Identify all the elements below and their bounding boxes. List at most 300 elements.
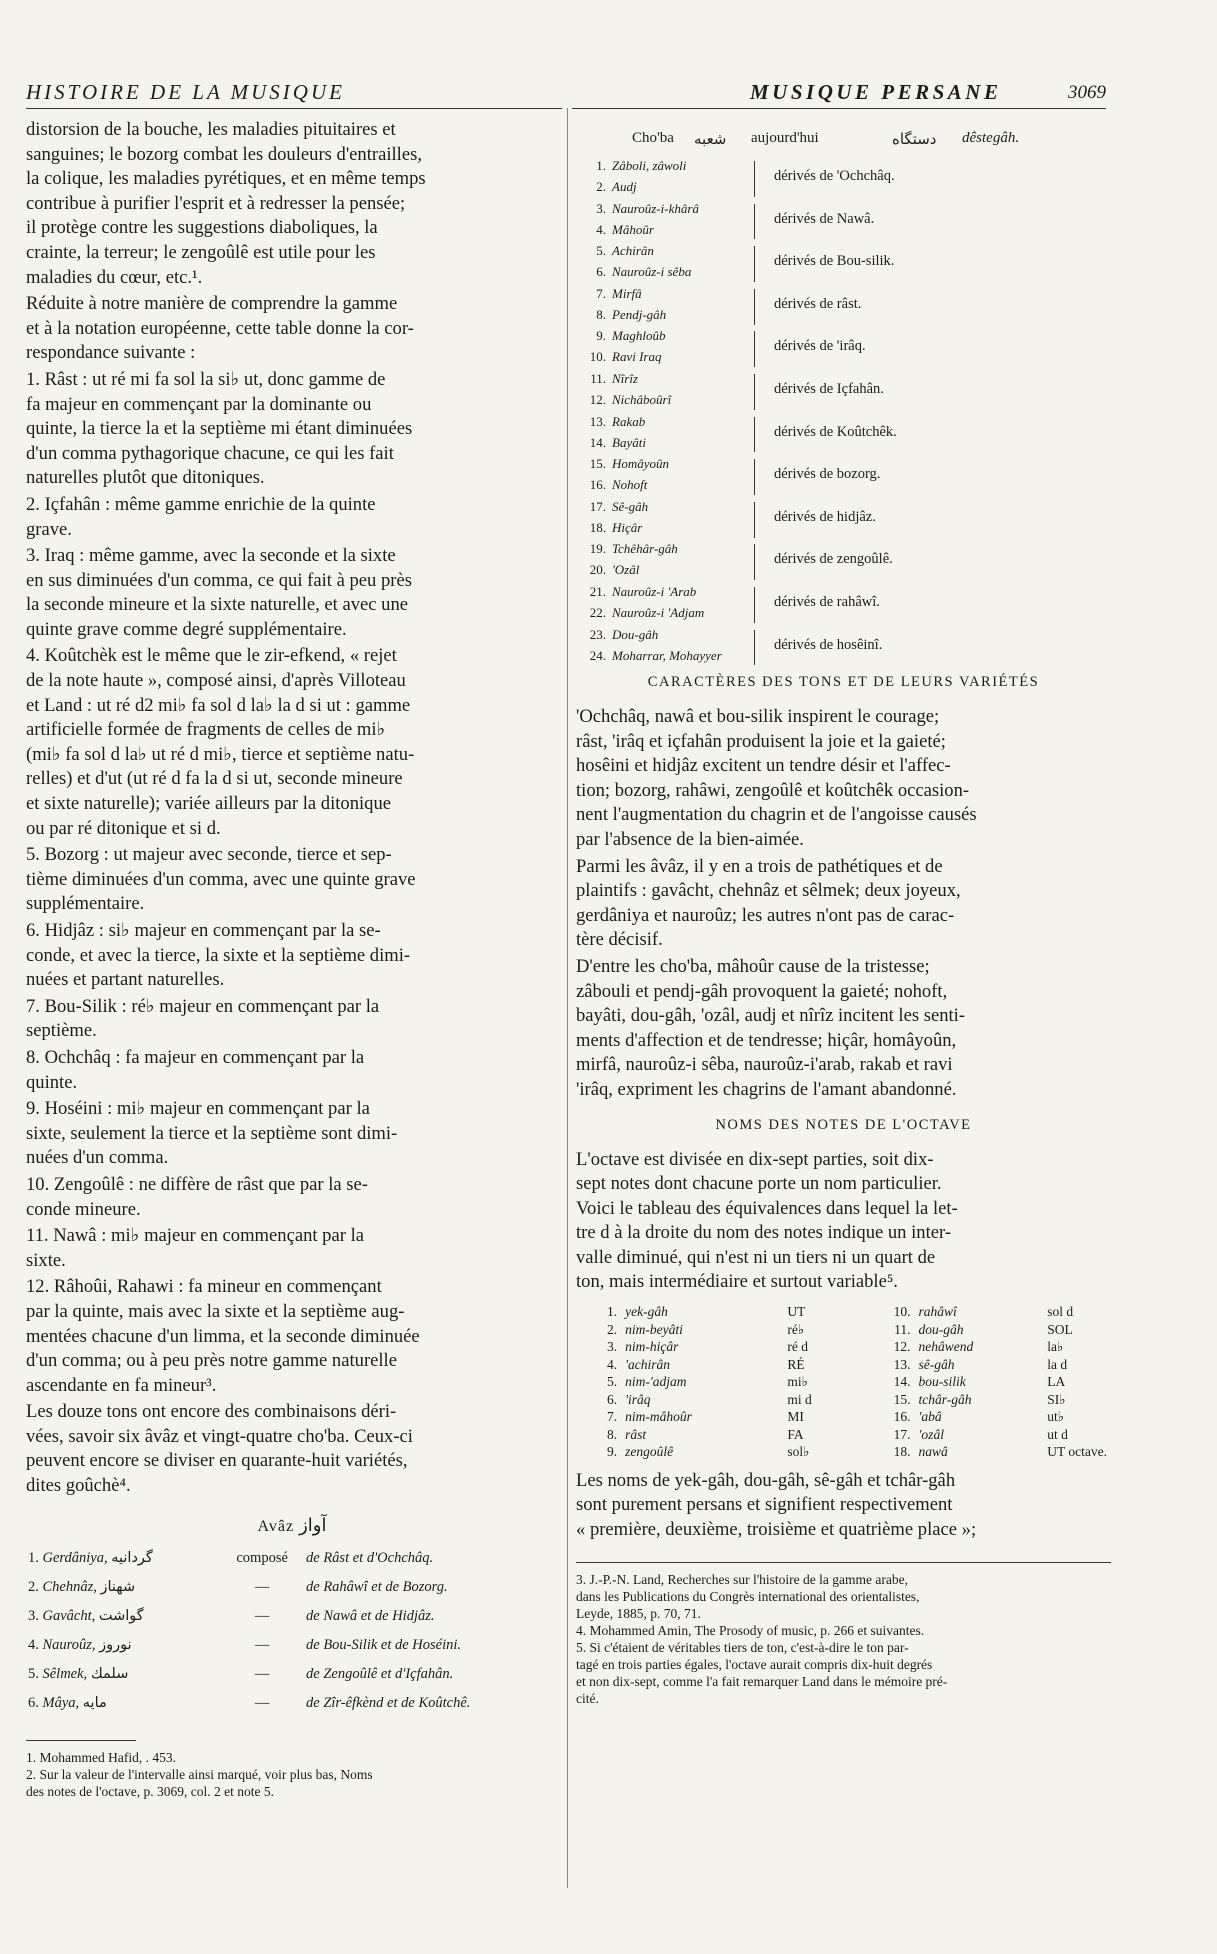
chob-num: 10. [589,349,606,365]
text-line: conde mineure. [26,1198,141,1220]
note-equivalent: ré♭ [787,1321,805,1337]
brace [754,289,763,325]
paragraph [26,919,558,993]
avaz-arabic-name: نوروز [99,1636,132,1653]
chob-row [576,414,645,432]
chob-row [576,541,678,559]
text-line: 3. Iraq : même gamme, avec la seconde et la sixte [26,545,396,567]
chob-name: Zâboli, zâwoli [612,158,687,173]
chob-name: Nichâboûrî [612,391,672,407]
text-line: grave. [26,518,72,540]
note-row [590,1426,1111,1444]
note-num: 6. [607,1391,618,1407]
brace [754,459,763,495]
note-name: 'irâq [625,1391,651,1407]
paragraph [26,644,558,841]
chob-name: Nauroûz-i 'Adjam [612,604,705,620]
derivation: dérivés de Koûtchêk. [774,423,897,440]
avaz-arabic-name: گردانیه [111,1549,153,1566]
note-equivalent: ré d [787,1339,809,1355]
chob-name: Achirân [612,243,654,259]
text-line: tième diminuées d'un comma, avec une quinte grave [26,868,416,890]
footnote-rule-right [576,1562,1111,1563]
chob-row [576,627,658,645]
chob-row [576,605,704,623]
derivation: dérivés de Nawâ. [774,210,875,227]
avaz-row [26,1660,558,1689]
note-equivalent: mi♭ [787,1374,809,1390]
brace [754,331,763,367]
text-line: 1. Râst : ut ré mi fa sol la si♭ ut, donc gamme de [26,368,386,390]
paragraph [26,1275,558,1398]
footnote-line: 2. Sur la valeur de l'intervalle ainsi marqué, voir plus bas, Noms [26,1766,373,1782]
text-line: sixte, seulement la tierce et la septième sont dimi- [26,1122,398,1144]
avaz-name-cell [26,1660,220,1689]
avaz-arabic-name: گواشت [98,1607,144,1624]
text-line: et Land : ut ré d2 mi♭ fa sol d la♭ la d si ut : gamme [26,694,411,716]
chob-name: Homâyoûn [612,456,670,472]
paragraph [26,292,558,366]
avaz-heading [26,1515,558,1536]
chob-num: 16. [589,477,606,493]
chob-row [576,520,642,538]
text-line: supplémentaire. [26,893,145,915]
note-name: nehâwend [918,1339,974,1355]
text-line: Parmi les âvâz, il y en a trois de pathétiques et de [576,855,943,877]
text-line: bayâti, dou-gâh, 'ozâl, audj et nîrîz incitent les senti- [576,1005,966,1027]
right-column [576,130,1111,1707]
footnote-line: dans les Publications du Congrès international des orientalistes, [576,1589,920,1605]
chob-name: Nauroûz-i sêba [612,264,692,280]
note-equivalent: ut♭ [1047,1409,1065,1425]
note-row [590,1303,1111,1321]
avaz-row [26,1631,558,1660]
note-num: 12. [893,1339,911,1355]
avaz-sep: — [254,1636,270,1653]
text-line: la colique, les maladies pyrétiques, et en même temps [26,168,426,190]
note-equivalent: UT octave. [1047,1444,1107,1460]
closing-paragraph [576,1469,1111,1543]
derivation: dérivés de zengoûlê. [774,551,893,568]
text-line: en sus diminuées d'un comma, ce qui fait à peu près [26,569,412,591]
text-line: 5. Bozorg : ut majeur avec seconde, tierce et sep- [26,844,392,866]
paragraph [26,995,558,1044]
text-line: 'Ochchâq, nawâ et bou-silik inspirent le courage; [576,706,940,727]
chob-name: 'Ozâl [612,562,640,578]
note-equivalent: SI♭ [1047,1391,1066,1407]
derivation: dérivés de bozorg. [774,466,881,483]
derivation: dérivés de hosêinî. [774,636,883,653]
chob-num: 21. [589,584,606,599]
avaz-desc: de Nawâ et de Hidjâz. [306,1607,435,1624]
text-line: quinte grave comme degré supplémentaire. [26,618,347,640]
chob-head-destegah: dêstegâh. [962,130,1020,146]
chob-num: 1. [596,158,606,173]
chob-row [576,562,639,580]
chob-row [576,584,696,602]
section-notes-intro [576,1148,1111,1296]
chob-num: 18. [589,519,606,535]
chob-head-arabic: شعبه [694,130,727,148]
chob-name: Moharrar, Mohayyer [612,647,722,663]
note-num: 8. [607,1426,618,1442]
text-line: tion; bozorg, rahâwi, zengoûlê et koûtchêk occasion- [576,779,970,801]
avaz-num: 6. [28,1694,39,1711]
chob-num: 22. [589,604,606,620]
note-num: 2. [607,1321,618,1337]
note-num: 10. [893,1304,911,1320]
avaz-title: Avâz [257,1517,295,1535]
text-line: sanguines; le bozorg combat les douleurs d'entrailles, [26,143,422,165]
text-line: d'un comma pythagorique chacune, ce qui les fait [26,442,394,464]
note-row [590,1408,1111,1426]
text-line: plaintifs : gavâcht, chehnâz et sêlmek; deux joyeux, [576,880,961,902]
note-num: 7. [607,1409,618,1425]
footnote-line: Leyde, 1885, p. 70, 71. [576,1606,701,1622]
note-equivalent: UT [787,1304,806,1320]
note-name: 'ozâl [918,1426,944,1442]
note-name: bou-silik [918,1374,966,1390]
note-row [590,1338,1111,1356]
avaz-arabic-name: سلمك [90,1665,129,1682]
note-num: 17. [893,1426,911,1442]
section-title-notes: NOMS DES NOTES DE L'OCTAVE [715,1116,972,1133]
running-head-right: MUSIQUE PERSANE [750,80,1002,104]
chob-row [576,328,665,346]
chob-num: 19. [589,541,606,557]
avaz-name: Gavâcht, [42,1607,96,1624]
avaz-name: Gerdâniya, [42,1549,108,1566]
text-line: de la note haute », composé ainsi, d'après Villoteau [26,670,406,692]
paragraph [26,544,558,642]
chob-num: 8. [596,306,606,322]
chob-head-label: Cho'ba [632,130,674,146]
text-line: (mi♭ fa sol d la♭ ut ré d mi♭, tierce et septième natu- [26,743,415,765]
chob-head-today: aujourd'hui [751,130,819,146]
text-line: dites goûchè⁴. [26,1475,131,1497]
text-line: Les douze tons ont encore des combinaisons déri- [26,1401,397,1423]
chob-row [576,264,691,282]
note-row [590,1356,1111,1374]
text-line: et sixte naturelle); variée ailleurs par la ditonique [26,793,392,815]
running-head-left: HISTOIRE DE LA MUSIQUE [26,80,345,104]
avaz-table [26,1544,558,1718]
chob-row [576,243,654,261]
left-paragraphs [26,118,558,1499]
chob-heading [576,130,1111,154]
note-equivalent: MI [787,1409,804,1425]
avaz-num: 4. [28,1636,39,1653]
brace [754,417,763,453]
right-footnotes [576,1571,1111,1707]
text-line: sept notes dont chacune porte un nom particulier. [576,1173,942,1195]
chob-name: Nohoft [612,477,648,493]
text-line: « première, deuxième, troisième et quatrième place »; [576,1518,977,1540]
chob-num: 14. [589,434,606,450]
text-line: 8. Ochchâq : fa majeur en commençant par la [26,1046,365,1068]
left-footnotes [26,1749,558,1800]
text-line: Les noms de yek-gâh, dou-gâh, sê-gâh et tchâr-gâh [576,1469,956,1491]
text-line: maladies du cœur, etc.¹. [26,266,203,288]
paragraph [26,368,558,491]
text-line: Réduite à notre manière de comprendre la gamme [26,293,398,315]
text-line: artificielle formée de fragments de celles de mi♭ [26,719,386,741]
note-row [590,1443,1111,1461]
chob-row [576,307,666,325]
text-line: d'un comma; ou à peu près notre gamme naturelle [26,1350,397,1372]
text-line: et à la notation européenne, cette table donne la cor- [26,317,414,339]
chob-name: Hiçâr [612,519,643,535]
text-line: par la quinte, mais avec la sixte et la septième aug- [26,1300,405,1322]
derivation: dérivés de Içfahân. [774,381,884,397]
avaz-row [26,1573,558,1602]
brace [754,630,763,666]
brace [754,374,763,410]
note-num: 16. [893,1409,911,1425]
text-line: naturelles plutôt que ditoniques. [26,467,265,489]
footnote-line: 5. Si c'étaient de véritables tiers de ton, c'est-à-dire le ton par- [576,1640,909,1656]
avaz-sep: — [254,1607,270,1624]
avaz-desc: de Bou-Silik et de Hoséini. [306,1636,462,1653]
avaz-arabic-name: مایه [82,1694,107,1711]
footnote-line: 3. J.-P.-N. Land, Recherches sur l'histoire de la gamme arabe, [576,1572,908,1588]
footnote-line: des notes de l'octave, p. 3069, col. 2 et note 5. [26,1783,274,1799]
derivation: dérivés de 'irâq. [774,338,866,355]
chob-num: 6. [596,264,606,280]
text-line: Voici le tableau des équivalences dans lequel la let- [576,1197,958,1219]
chob-row [576,371,638,389]
note-name: nim-mâhoûr [625,1409,692,1425]
avaz-arabic-name: شهناز [100,1578,136,1595]
text-line: mirfâ, nauroûz-i sêba, nauroûz-i'arab, rakab et ravi [576,1054,953,1076]
text-line: ou par ré ditonique et si d. [26,817,221,839]
page-number: 3069 [1068,82,1106,103]
text-line: vées, savoir six âvâz et vingt-quatre cho'ba. Ceux-ci [26,1425,413,1447]
chob-row [576,201,699,219]
note-num: 3. [607,1339,618,1355]
text-line: crainte, la terreur; le zengoûlê est utile pour les [26,241,376,263]
brace [754,161,763,197]
avaz-row [26,1602,558,1631]
note-name: nim-'adjam [625,1374,687,1390]
chob-num: 20. [589,562,606,578]
note-name: tchâr-gâh [918,1391,972,1407]
note-equivalent: sol♭ [787,1444,810,1460]
note-name: sê-gâh [918,1356,955,1372]
chob-num: 12. [589,391,606,407]
chob-row [576,477,647,495]
paragraph [576,955,1111,1103]
text-line: sixte. [26,1249,66,1271]
footnote-line: 4. Mohammed Amin, The Prosody of music, p. 266 et suivantes. [576,1623,925,1639]
chob-num: 9. [596,328,606,344]
note-name: 'achirân [625,1356,671,1372]
note-name: rahâwî [918,1304,957,1320]
note-equivalent: ut d [1047,1426,1068,1442]
text-line: ascendante en fa mineur³. [26,1374,217,1396]
avaz-name: Sêlmek, [42,1665,88,1682]
chob-row [576,456,669,474]
derivation: dérivés de rahâwî. [774,594,880,610]
paragraph [26,1046,558,1095]
note-row [590,1373,1111,1391]
chob-name: Nîrîz [612,371,639,386]
avaz-desc: de Zîr-êfkènd et de Koûtchê. [306,1694,471,1711]
note-name: yek-gâh [625,1304,668,1320]
chob-name: Audj [612,178,637,194]
avaz-num: 3. [28,1607,39,1624]
text-line: 'irâq, expriment les chagrins de l'amant abandonné. [576,1078,957,1100]
text-line: fa majeur en commençant par la dominante ou [26,393,372,415]
note-equivalent: RÉ [787,1356,805,1372]
chob-name: Rakab [612,413,646,429]
avaz-name: Mâya, [42,1694,80,1711]
brace [754,246,763,282]
avaz-name-cell [26,1631,220,1660]
text-line: la seconde mineure et la sixte naturelle, et avec une [26,594,409,616]
chob-num: 23. [589,626,606,642]
text-line: 11. Nawâ : mi♭ majeur en commençant par la [26,1225,364,1247]
text-line: conde, et avec la tierce, la sixte et la septième dimi- [26,944,411,966]
note-equivalent: la♭ [1047,1339,1064,1355]
derivation: dérivés de Bou-silik. [774,253,895,270]
avaz-sep: — [254,1694,270,1711]
text-line: 2. Içfahân : même gamme enrichie de la quinte [26,493,376,515]
brace [754,502,763,538]
avaz-sep: — [254,1578,270,1595]
note-equivalent: FA [787,1426,804,1442]
paragraph [576,1469,1111,1543]
brace [754,587,763,623]
header-rule-left [26,108,562,109]
paragraph [26,1224,558,1273]
note-num: 9. [607,1444,618,1460]
notes-table [590,1303,1111,1461]
footnote-line: 1. Mohammed Hafid, . 453. [26,1749,176,1765]
avaz-num: 5. [28,1665,39,1682]
chob-name: Sê-gâh [612,498,649,514]
text-line: ton, mais intermédiaire et surtout variable⁵. [576,1271,898,1293]
paragraph [576,1148,1111,1296]
chob-row [576,435,646,453]
avaz-row [26,1689,558,1718]
paragraph [576,705,1111,853]
avaz-row [26,1544,558,1573]
avaz-sep: — [254,1665,270,1682]
note-num: 15. [893,1391,911,1407]
chob-num: 4. [596,221,606,237]
chob-name: Ravi Iraq [612,349,662,365]
note-num: 1. [607,1304,618,1320]
note-num: 13. [893,1356,911,1372]
text-line: respondance suivante : [26,342,196,364]
note-name: nim-beyâti [625,1321,683,1337]
text-line: L'octave est divisée en dix-sept parties, soit dix- [576,1148,934,1170]
derivation: dérivés de hidjâz. [774,508,876,525]
note-equivalent: mi d [787,1391,812,1407]
chob-row [576,499,648,517]
chob-num: 7. [596,285,606,301]
header-rule-right [572,108,1106,109]
chob-name: Maghloûb [612,328,666,344]
column-divider [567,108,568,1888]
footnote-line: tagé en trois parties égales, l'octave aurait compris dix-huit degrés [576,1657,933,1673]
text-line: quinte, la tierce la et la septième mi étant diminuées [26,418,413,440]
note-name: dou-gâh [918,1321,964,1337]
text-line: ments d'affection et de tendresse; hiçâr, homâyoûn, [576,1029,957,1051]
chob-name: Nauroûz-i 'Arab [612,584,697,599]
text-line: 6. Hidjâz : si♭ majeur en commençant par la se- [26,920,381,941]
chob-row [576,222,654,240]
chob-name: Pendj-gâh [612,306,667,322]
text-line: contribue à purifier l'esprit et à redresser la pensée; [26,192,406,214]
footnote-line: et non dix-sept, comme l'a fait remarquer Land dans le mémoire pré- [576,1674,948,1690]
text-line: septième. [26,1020,97,1042]
text-line: gerdâniya et nauroûz; les autres n'ont pas de carac- [576,904,955,926]
brace [754,544,763,580]
chob-row [576,648,722,666]
avaz-desc: de Râst et d'Ochchâq. [306,1549,434,1566]
avaz-name-cell [26,1544,220,1573]
chob-list [576,158,1111,668]
footnote-rule [26,1740,136,1741]
chob-name: Dou-gâh [612,626,659,642]
text-line: tère décisif. [576,929,663,951]
derivation: dérivés de 'Ochchâq. [774,168,895,184]
derivation: dérivés de râst. [774,295,862,312]
paragraph [26,1400,558,1498]
text-line: il protège contre les suggestions diaboliques, la [26,217,378,239]
text-line: valle diminué, qui n'est ni un tiers ni un quart de [576,1246,936,1268]
note-equivalent: SOL [1047,1321,1073,1337]
section-caracteres [576,705,1111,1103]
avaz-name-cell [26,1602,220,1631]
text-line: 9. Hoséini : mi♭ majeur en commençant par la [26,1098,370,1120]
chob-name: Mirfâ [612,285,642,301]
paragraph [26,1173,558,1222]
note-num: 18. [893,1444,911,1460]
text-line: 7. Bou-Silik : ré♭ majeur en commençant par la [26,995,380,1017]
chob-name: Nauroûz-i-khârâ [612,200,699,216]
text-line: zâbouli et pendj-gâh provoquent la gaieté; nohoft, [576,980,948,1002]
chob-row [576,392,671,410]
text-line: hosêini et hidjâz excitent un tendre désir et l'affec- [576,755,951,777]
text-line: D'entre les cho'ba, mâhoûr cause de la tristesse; [576,955,930,977]
chob-name: Bayâti [612,434,646,450]
paragraph [26,118,558,290]
note-name: 'abâ [918,1409,942,1425]
note-equivalent: LA [1047,1374,1066,1390]
chob-row [576,286,642,304]
chob-row [576,179,637,197]
section-title-caracteres: CARACTÈRES DES TONS ET DE LEURS VARIÉTÉS [647,674,1040,690]
text-line: 12. Râhoûi, Rahawi : fa mineur en commençant [26,1276,382,1298]
note-equivalent: la d [1047,1356,1068,1372]
text-line: râst, 'irâq et içfahân produisent la joie et la gaieté; [576,730,946,752]
footnote-line: cité. [576,1691,599,1707]
avaz-name-cell [26,1573,220,1602]
chob-num: 11. [590,371,606,386]
avaz-num: 1. [28,1549,39,1566]
chob-num: 13. [589,413,606,429]
text-line: quinte. [26,1071,78,1093]
text-line: par l'absence de la bien-aimée. [576,828,804,850]
text-line: nuées et partant naturelles. [26,969,225,991]
note-name: nim-hiçâr [625,1339,679,1355]
paragraph [576,855,1111,953]
brace [754,204,763,240]
note-num: 5. [607,1374,618,1390]
